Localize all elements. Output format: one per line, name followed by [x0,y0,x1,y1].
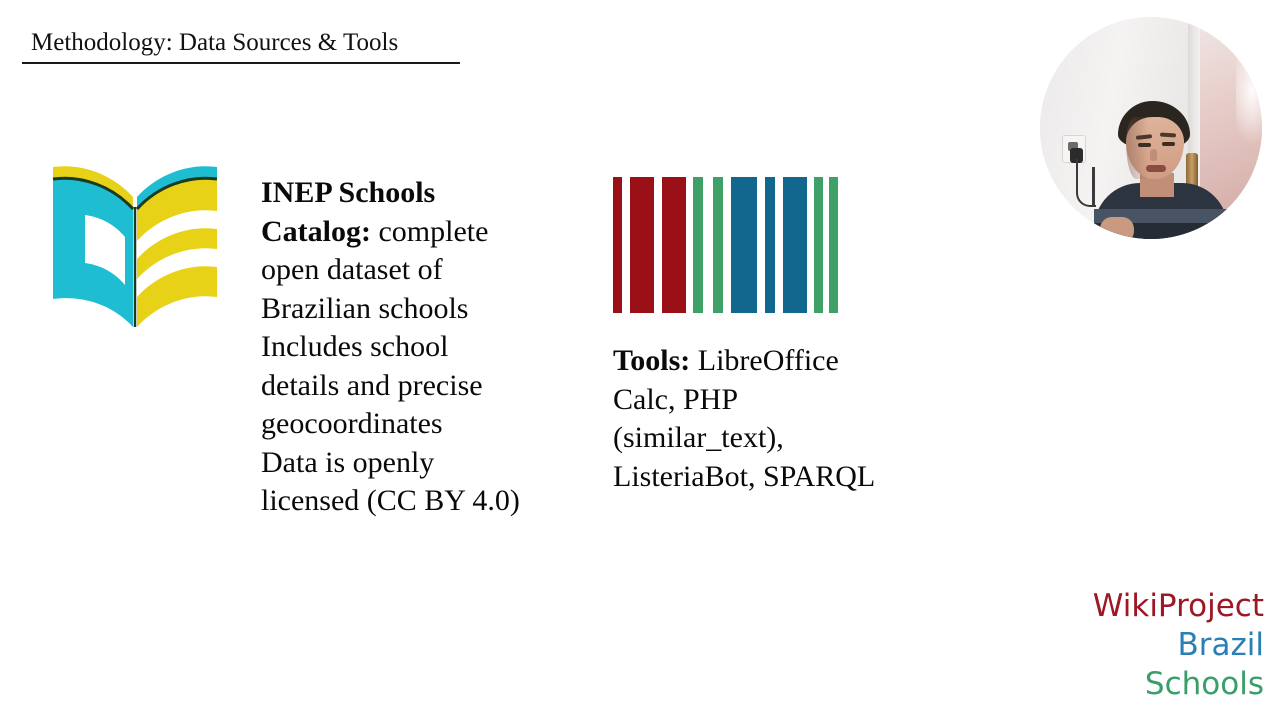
webcam-face-shadow [1126,117,1148,179]
barcode-bar [630,177,654,313]
title-underline-rule [22,62,460,64]
webcam-eye-right [1162,142,1175,146]
inep-logo [45,155,225,335]
wordmark-line-wikiproject: WikiProject [1092,588,1264,624]
barcode-bar [783,177,807,313]
paragraph-school-details [261,328,533,444]
webcam-nose [1150,149,1157,161]
tools-text-block [613,342,893,496]
wikiproject-wordmark [1093,587,1264,704]
webcam-person-arm [1100,217,1134,239]
paragraph-tools [613,342,893,496]
paragraph-lead: Tools: [613,344,691,377]
paragraph-body: Data is openly licensed (CC BY 4.0) [261,445,520,517]
tools-barcode-graphic [613,177,835,313]
presenter-webcam [1040,17,1262,239]
barcode-bar [613,177,622,313]
paragraph-inep-catalog [261,174,533,328]
barcode-bar [693,177,703,313]
paragraph-body: complete open dataset of Brazilian schools [261,214,489,325]
paragraph-lead: INEP Schools Catalog: [261,176,436,248]
barcode-bar [731,177,757,313]
barcode-bar [765,177,775,313]
page-title: Methodology: Data Sources & Tools [31,29,399,56]
paragraph-body: Includes school details and precise geocoordinates [261,330,483,440]
left-text-block [261,174,533,521]
barcode-bar [814,177,823,313]
webcam-window-glare [1236,55,1262,145]
slide-title-block [22,28,462,64]
wordmark-line-schools: Schools [1144,666,1264,702]
barcode-bar [662,177,686,313]
paragraph-license [261,444,533,521]
paragraph-body: LibreOffice Calc, PHP (similar_text), ListeriaBot, SPARQL [613,344,876,493]
webcam-power-cable-2 [1092,167,1095,207]
barcode-bar [829,177,838,313]
barcode-bar [713,177,723,313]
webcam-mouth [1146,165,1166,172]
wordmark-line-brazil: Brazil [1177,627,1264,663]
webcam-eye-left [1138,143,1151,147]
